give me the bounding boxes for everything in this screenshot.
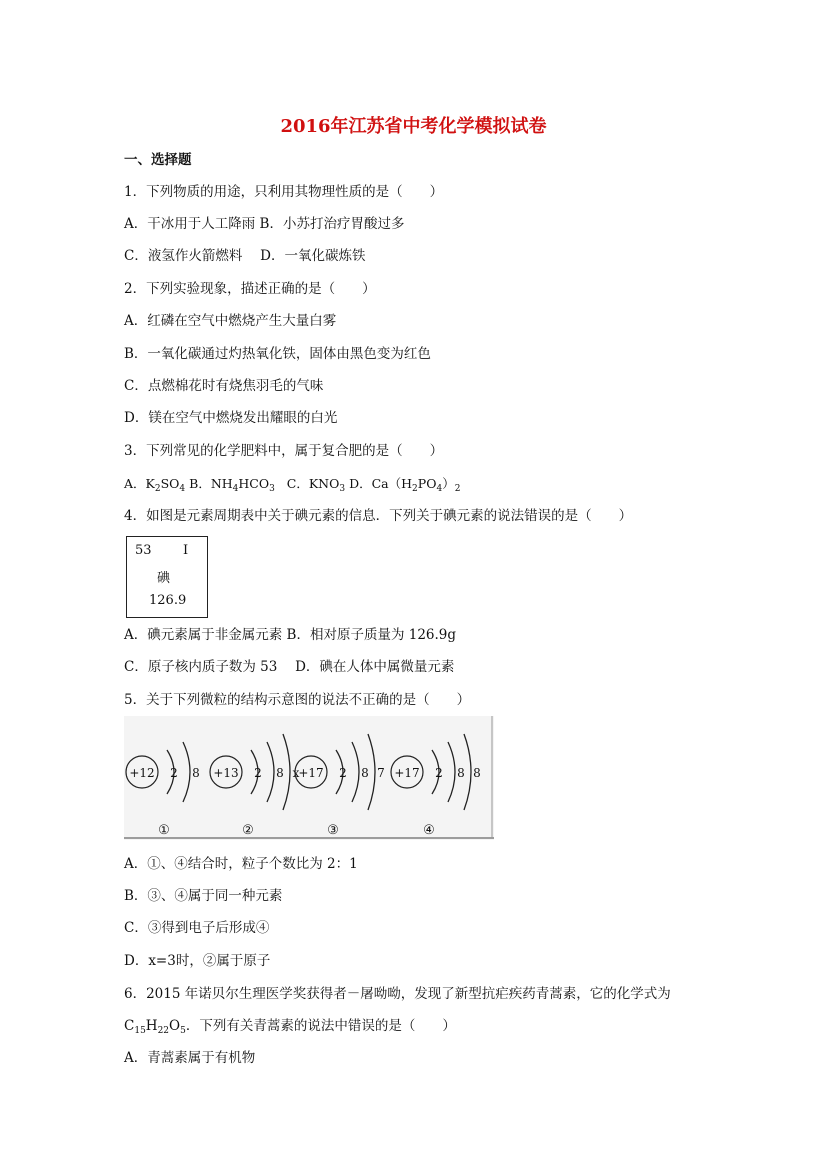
shell-electron-count: 7: [377, 766, 385, 780]
particle-label: ③: [327, 823, 339, 838]
shell-electron-count: 8: [361, 766, 369, 780]
question-5-stem: 5．关于下列微粒的结构示意图的说法不正确的是（ ）: [124, 692, 471, 708]
question-1-stem: 1．下列物质的用途，只利用其物理性质的是（ ）: [124, 184, 444, 200]
question-2-option-a: A．红磷在空气中燃烧产生大量白雾: [124, 313, 337, 329]
question-2-option-b: B．一氧化碳通过灼热氧化铁，固体由黑色变为红色: [124, 346, 431, 362]
question-3-options: A．$K_2SO_4$ B．$NH_4HCO_3$ C．$KNO_3$ D．$Ca(H_2PO_4)_2$: [124, 476, 461, 494]
question-2-stem: 2．下列实验现象，描述正确的是（ ）: [124, 281, 376, 297]
question-2-option-c: C．点燃棉花时有烧焦羽毛的气味: [124, 378, 324, 394]
shell-electron-count: x: [292, 766, 300, 780]
particle-label: ④: [423, 823, 435, 838]
page-title: 2016年江苏省中考化学模拟试卷: [280, 116, 547, 137]
atomic-mass: 126.9: [149, 593, 187, 608]
nucleus-label: +13: [213, 766, 239, 780]
shell-electron-count: 8: [192, 766, 200, 780]
element-name: 碘: [157, 571, 171, 586]
nucleus-label: +17: [298, 766, 324, 780]
particle-label: ①: [158, 823, 170, 838]
question-5-option-d: D．x=3时，②属于原子: [124, 953, 271, 969]
shell-electron-count: 2: [339, 766, 347, 780]
shell-electron-count: 8: [473, 766, 481, 780]
shell-electron-count: 2: [254, 766, 262, 780]
question-5-option-c: C．③得到电子后形成④: [124, 920, 270, 936]
atomic-number: 53: [135, 543, 152, 558]
question-2-option-d: D．镁在空气中燃烧发出耀眼的白光: [124, 410, 338, 426]
question-1-options-cd: C．液氢作火箭燃料 D．一氧化碳炼铁: [124, 248, 366, 264]
question-6-stem-line2: $C_{15}H_{22}O_5$．下列有关青蒿素的说法中错误的是（ ）: [124, 1018, 456, 1036]
nucleus-label: +17: [394, 766, 420, 780]
question-5-option-b: B．③、④属于同一种元素: [124, 888, 283, 904]
question-5-option-a: A．①、④结合时，粒子个数比为 2：1: [124, 856, 358, 872]
particle-label: ②: [242, 823, 254, 838]
question-1-options-ab: A．干冰用于人工降雨 B．小苏打治疗胃酸过多: [124, 216, 405, 232]
shell-electron-count: 8: [276, 766, 284, 780]
question-3-stem: 3．下列常见的化学肥料中，属于复合肥的是（ ）: [124, 443, 444, 459]
question-4-stem: 4．如图是元素周期表中关于碘元素的信息．下列关于碘元素的说法错误的是（ ）: [124, 508, 633, 524]
question-4-options-cd: C．原子核内质子数为 53 D．碘在人体中属微量元素: [124, 659, 455, 675]
iodine-element-card: [126, 536, 208, 618]
question-6-stem-line1: 6．2015 年诺贝尔生理医学奖获得者－屠呦呦，发现了新型抗疟疾药青蒿素，它的化学式为: [124, 986, 671, 1002]
element-symbol: I: [183, 543, 189, 558]
section-heading: 一、选择题: [124, 152, 192, 168]
nucleus-label: +12: [129, 766, 155, 780]
question-6-option-a: A．青蒿素属于有机物: [124, 1050, 256, 1066]
question-4-options-ab: A．碘元素属于非金属元素 B．相对原子质量为 126.9g: [124, 627, 457, 643]
particle-structure-diagrams: [124, 716, 494, 840]
shell-electron-count: 2: [435, 766, 443, 780]
shell-electron-count: 8: [457, 766, 465, 780]
shell-electron-count: 2: [170, 766, 178, 780]
